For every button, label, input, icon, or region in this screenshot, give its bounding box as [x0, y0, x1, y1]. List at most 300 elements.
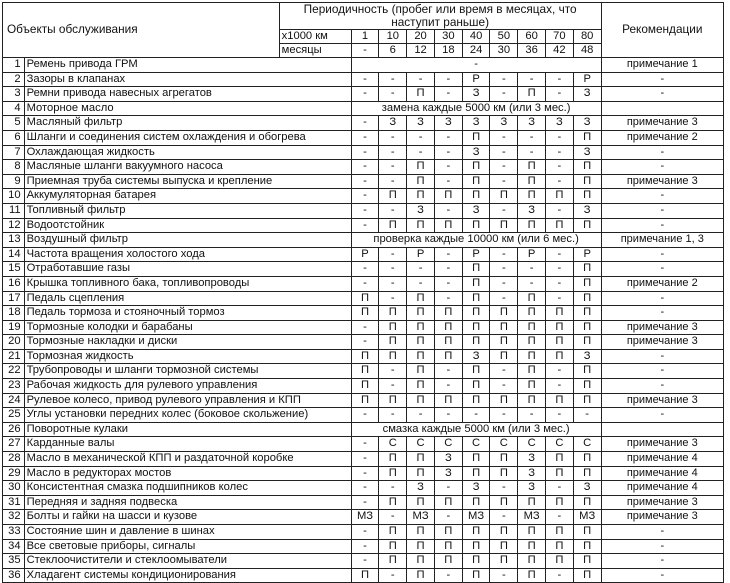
service-item-name: Охлаждающая жидкость	[24, 145, 351, 160]
row-number: 4	[3, 101, 25, 116]
interval-cell: Р	[462, 72, 490, 87]
table-row	[3, 218, 724, 233]
row-number: 35	[3, 554, 25, 569]
interval-cell: -	[379, 291, 407, 306]
recommendation-cell: -	[601, 379, 723, 394]
recommendation-cell	[601, 101, 723, 116]
maintenance-schedule	[2, 2, 724, 583]
km-value-cell: 40	[462, 30, 490, 44]
interval-cell: З	[546, 116, 574, 131]
interval-cell: -	[546, 408, 574, 423]
row-number: 7	[3, 145, 25, 160]
interval-cell: П	[518, 349, 546, 364]
service-item-name: Тормозные колодки и барабаны	[24, 320, 351, 335]
table-row	[3, 291, 724, 306]
km-value-cell: 30	[434, 30, 462, 44]
table-row	[3, 320, 724, 335]
service-item-name: Крышка топливного бака, топливопроводы	[24, 276, 351, 291]
interval-cell: П	[351, 379, 379, 394]
km-value-cell: 80	[573, 30, 601, 44]
interval-cell: -	[546, 87, 574, 102]
interval-cell: -	[546, 276, 574, 291]
km-value-cell: 10	[379, 30, 407, 44]
interval-cell: С	[573, 437, 601, 452]
table-row	[3, 233, 724, 248]
interval-cell: -	[407, 130, 435, 145]
interval-cell: П	[462, 174, 490, 189]
interval-cell: П	[490, 525, 518, 540]
month-value-cell: 24	[462, 44, 490, 58]
interval-cell: -	[351, 130, 379, 145]
interval-cell: -	[434, 262, 462, 277]
month-value-cell: 6	[379, 44, 407, 58]
interval-cell: П	[462, 291, 490, 306]
row-number: 27	[3, 437, 25, 452]
interval-cell: -	[407, 408, 435, 423]
table-row	[3, 276, 724, 291]
interval-cell: З	[462, 203, 490, 218]
interval-cell: МЗ	[462, 510, 490, 525]
service-item-name: Стеклоочистители и стеклоомыватели	[24, 554, 351, 569]
interval-cell: -	[351, 481, 379, 496]
interval-cell: П	[407, 525, 435, 540]
interval-cell: П	[490, 306, 518, 321]
table-row	[3, 437, 724, 452]
service-item-name: Масло в механической КПП и раздаточной коробке	[24, 452, 351, 467]
service-item-name: Передняя и задняя подвеска	[24, 495, 351, 510]
interval-cell: -	[546, 72, 574, 87]
interval-cell: С	[407, 437, 435, 452]
interval-cell: П	[434, 349, 462, 364]
service-item-name: Хладагент системы кондиционирования	[24, 568, 351, 583]
service-item-name: Отработавшие газы	[24, 262, 351, 277]
table-row	[3, 145, 724, 160]
interval-cell: З	[518, 116, 546, 131]
interval-cell: -	[490, 364, 518, 379]
interval-cell: П	[490, 495, 518, 510]
recommendation-cell: -	[601, 364, 723, 379]
table-row	[3, 101, 724, 116]
interval-cell: -	[518, 145, 546, 160]
interval-cell: П	[379, 525, 407, 540]
service-item-name: Водоотстойник	[24, 218, 351, 233]
service-item-name: Консистентная смазка подшипников колес	[24, 481, 351, 496]
row-number: 10	[3, 189, 25, 204]
interval-cell: -	[379, 262, 407, 277]
interval-cell: -	[351, 495, 379, 510]
service-item-name: Моторное масло	[24, 101, 351, 116]
interval-cell: С	[434, 437, 462, 452]
interval-cell: -	[379, 72, 407, 87]
interval-cell: -	[351, 335, 379, 350]
interval-cell: -	[351, 189, 379, 204]
table-row	[3, 568, 724, 583]
month-value-cell: 30	[490, 44, 518, 58]
row-number: 19	[3, 320, 25, 335]
interval-cell: З	[518, 203, 546, 218]
interval-cell: -	[490, 145, 518, 160]
interval-cell: П	[379, 349, 407, 364]
interval-cell: П	[462, 276, 490, 291]
interval-cell: П	[462, 568, 490, 583]
interval-cell: -	[351, 218, 379, 233]
table-row	[3, 262, 724, 277]
table-row	[3, 87, 724, 102]
interval-cell: П	[379, 554, 407, 569]
row-number: 24	[3, 393, 25, 408]
interval-cell: -	[518, 130, 546, 145]
interval-cell: П	[407, 568, 435, 583]
interval-cell: С	[518, 437, 546, 452]
interval-cell: -	[351, 466, 379, 481]
interval-cell: -	[490, 276, 518, 291]
interval-cell: П	[434, 525, 462, 540]
recommendation-cell: примечание 4	[601, 481, 723, 496]
interval-cell: П	[407, 554, 435, 569]
recommendation-cell: -	[601, 203, 723, 218]
interval-cell: -	[490, 174, 518, 189]
interval-cell: П	[546, 452, 574, 467]
row-number: 3	[3, 87, 25, 102]
interval-cell: П	[573, 130, 601, 145]
interval-span-text: -	[351, 58, 601, 73]
interval-cell: Р	[518, 247, 546, 262]
interval-cell: П	[462, 525, 490, 540]
interval-cell: -	[379, 160, 407, 175]
interval-cell: З	[407, 481, 435, 496]
interval-cell: -	[546, 262, 574, 277]
interval-cell: П	[573, 364, 601, 379]
service-item-name: Масло в редукторах мостов	[24, 466, 351, 481]
table-row	[3, 130, 724, 145]
service-item-name: Шланги и соединения систем охлаждения и обогрева	[24, 130, 351, 145]
interval-cell: -	[351, 174, 379, 189]
interval-span-text: проверка каждые 10000 км (или 6 мес.)	[351, 233, 601, 248]
interval-cell: -	[434, 203, 462, 218]
interval-cell: П	[518, 364, 546, 379]
interval-cell: П	[462, 554, 490, 569]
interval-cell: П	[434, 218, 462, 233]
month-value-cell: 36	[518, 44, 546, 58]
interval-cell: П	[379, 218, 407, 233]
interval-cell: П	[573, 452, 601, 467]
table-row	[3, 510, 724, 525]
interval-cell: П	[518, 393, 546, 408]
interval-cell: -	[351, 72, 379, 87]
interval-cell: П	[573, 568, 601, 583]
interval-cell: П	[351, 291, 379, 306]
table-row	[3, 422, 724, 437]
interval-cell: -	[351, 320, 379, 335]
service-item-name: Карданные валы	[24, 437, 351, 452]
recommendation-cell: примечание 4	[601, 466, 723, 481]
interval-cell: П	[546, 306, 574, 321]
row-number: 20	[3, 335, 25, 350]
interval-cell: П	[351, 568, 379, 583]
row-number: 26	[3, 422, 25, 437]
interval-cell: П	[434, 554, 462, 569]
interval-cell: -	[379, 87, 407, 102]
interval-cell: -	[434, 130, 462, 145]
table-row	[3, 247, 724, 262]
interval-cell: П	[518, 189, 546, 204]
interval-cell: П	[573, 554, 601, 569]
interval-cell: П	[490, 189, 518, 204]
interval-cell: П	[546, 189, 574, 204]
table-row	[3, 203, 724, 218]
interval-span-text: смазка каждые 5000 км (или 3 мес.)	[351, 422, 601, 437]
interval-cell: -	[546, 145, 574, 160]
interval-cell: -	[407, 72, 435, 87]
service-item-name: Состояние шин и давление в шинах	[24, 525, 351, 540]
interval-cell: П	[462, 320, 490, 335]
interval-cell: З	[518, 452, 546, 467]
interval-cell: П	[462, 130, 490, 145]
interval-cell: С	[462, 437, 490, 452]
recommendation-cell: -	[601, 554, 723, 569]
service-item-name: Ремень привода ГРМ	[24, 58, 351, 73]
interval-cell: -	[434, 276, 462, 291]
interval-cell: -	[490, 130, 518, 145]
service-item-name: Рулевое колесо, привод рулевого управления и КПП	[24, 393, 351, 408]
interval-cell: П	[434, 189, 462, 204]
interval-cell: П	[407, 306, 435, 321]
interval-cell: Р	[573, 247, 601, 262]
table-row	[3, 72, 724, 87]
interval-cell: П	[546, 554, 574, 569]
table-row	[3, 554, 724, 569]
interval-cell: П	[518, 495, 546, 510]
row-number: 15	[3, 262, 25, 277]
interval-cell: -	[546, 130, 574, 145]
row-number: 36	[3, 568, 25, 583]
interval-cell: -	[434, 160, 462, 175]
table-row	[3, 174, 724, 189]
interval-cell: П	[434, 539, 462, 554]
service-item-name: Педаль тормоза и стояночный тормоз	[24, 306, 351, 321]
interval-cell: З	[573, 349, 601, 364]
interval-cell: П	[407, 495, 435, 510]
interval-cell: -	[434, 247, 462, 262]
interval-cell: П	[490, 335, 518, 350]
interval-cell: П	[518, 87, 546, 102]
interval-cell: П	[379, 393, 407, 408]
interval-cell: З	[573, 203, 601, 218]
interval-cell: -	[490, 203, 518, 218]
interval-cell: -	[379, 481, 407, 496]
interval-cell: -	[490, 568, 518, 583]
table-row	[3, 306, 724, 321]
interval-cell: П	[434, 393, 462, 408]
interval-cell: С	[379, 437, 407, 452]
km-value-cell: 1	[351, 30, 379, 44]
interval-cell: П	[573, 495, 601, 510]
row-number: 25	[3, 408, 25, 423]
interval-cell: П	[462, 379, 490, 394]
interval-cell: П	[546, 539, 574, 554]
interval-cell: П	[573, 466, 601, 481]
interval-cell: З	[573, 145, 601, 160]
interval-cell: П	[379, 335, 407, 350]
interval-cell: -	[351, 408, 379, 423]
interval-cell: З	[462, 87, 490, 102]
service-item-name: Частота вращения холостого хода	[24, 247, 351, 262]
interval-cell: -	[490, 160, 518, 175]
interval-cell: -	[351, 452, 379, 467]
recommendation-cell: примечание 3	[601, 393, 723, 408]
row-number: 30	[3, 481, 25, 496]
service-item-name: Масляные шланги вакуумного насоса	[24, 160, 351, 175]
recommendation-cell: -	[601, 291, 723, 306]
recommendation-cell: -	[601, 145, 723, 160]
interval-cell: Р	[462, 247, 490, 262]
service-item-name: Воздушный фильтр	[24, 233, 351, 248]
table-row	[3, 160, 724, 175]
interval-cell: -	[490, 262, 518, 277]
row-number: 1	[3, 58, 25, 73]
recommendation-cell: примечание 3	[601, 510, 723, 525]
interval-cell: П	[518, 320, 546, 335]
service-item-name: Все световые приборы, сигналы	[24, 539, 351, 554]
month-value-cell: 12	[407, 44, 435, 58]
interval-cell: -	[351, 525, 379, 540]
interval-cell: П	[462, 364, 490, 379]
interval-cell: П	[462, 452, 490, 467]
row-number: 33	[3, 525, 25, 540]
interval-cell: -	[434, 291, 462, 306]
service-item-name: Углы установки передних колес (боковое скольжение)	[24, 408, 351, 423]
interval-cell: П	[434, 495, 462, 510]
interval-cell: -	[518, 276, 546, 291]
service-item-name: Тормозная жидкость	[24, 349, 351, 364]
interval-cell: П	[490, 452, 518, 467]
recommendation-cell: -	[601, 189, 723, 204]
km-value-cell: 50	[490, 30, 518, 44]
interval-cell: П	[573, 525, 601, 540]
interval-cell: П	[573, 320, 601, 335]
interval-cell: П	[351, 364, 379, 379]
interval-cell: З	[490, 116, 518, 131]
interval-cell: -	[434, 510, 462, 525]
recommendation-cell: -	[601, 218, 723, 233]
interval-cell: П	[490, 393, 518, 408]
service-item-name: Ремни привода навесных агрегатов	[24, 87, 351, 102]
service-item-name: Педаль сцепления	[24, 291, 351, 306]
row-number: 6	[3, 130, 25, 145]
interval-cell: П	[490, 539, 518, 554]
row-number: 31	[3, 495, 25, 510]
interval-cell: -	[490, 408, 518, 423]
interval-cell: П	[518, 174, 546, 189]
interval-cell: -	[351, 116, 379, 131]
interval-cell: -	[434, 379, 462, 394]
interval-span-text: замена каждые 5000 км (или 3 мес.)	[351, 101, 601, 116]
row-number: 12	[3, 218, 25, 233]
interval-cell: П	[573, 262, 601, 277]
km-value-cell: 60	[518, 30, 546, 44]
interval-cell: П	[462, 306, 490, 321]
interval-cell: П	[518, 160, 546, 175]
interval-cell: П	[379, 466, 407, 481]
recommendation-cell: примечание 3	[601, 437, 723, 452]
interval-cell: П	[546, 349, 574, 364]
interval-cell: П	[407, 452, 435, 467]
interval-cell: З	[379, 116, 407, 131]
recommendation-cell: -	[601, 306, 723, 321]
row-number: 2	[3, 72, 25, 87]
interval-cell: -	[518, 408, 546, 423]
recommendation-cell: примечание 4	[601, 452, 723, 467]
interval-cell: П	[546, 320, 574, 335]
interval-cell: П	[379, 495, 407, 510]
recommendations-header: Рекомендации	[601, 3, 723, 58]
table-header	[3, 3, 724, 58]
km-value-cell: 20	[407, 30, 435, 44]
recommendation-cell: -	[601, 247, 723, 262]
row-number: 14	[3, 247, 25, 262]
interval-cell: П	[379, 306, 407, 321]
interval-cell: -	[379, 145, 407, 160]
table-row	[3, 525, 724, 540]
interval-cell: -	[546, 174, 574, 189]
months-label: месяцы	[279, 44, 351, 58]
interval-cell: З	[462, 116, 490, 131]
interval-cell: П	[518, 568, 546, 583]
interval-cell: П	[546, 466, 574, 481]
interval-cell: З	[518, 481, 546, 496]
service-item-name: Аккумуляторная батарея	[24, 189, 351, 204]
row-number: 28	[3, 452, 25, 467]
interval-cell: -	[434, 174, 462, 189]
table-row	[3, 379, 724, 394]
interval-cell: П	[518, 218, 546, 233]
interval-cell: -	[490, 379, 518, 394]
recommendation-cell: примечание 3	[601, 495, 723, 510]
interval-cell: -	[546, 510, 574, 525]
interval-cell: -	[434, 568, 462, 583]
interval-cell: -	[434, 145, 462, 160]
interval-cell: П	[573, 379, 601, 394]
recommendation-cell: -	[601, 568, 723, 583]
interval-cell: З	[462, 481, 490, 496]
interval-cell: -	[546, 247, 574, 262]
service-item-name: Масляный фильтр	[24, 116, 351, 131]
interval-cell: -	[546, 364, 574, 379]
interval-cell: П	[546, 218, 574, 233]
interval-cell: -	[546, 291, 574, 306]
interval-cell: П	[434, 306, 462, 321]
interval-cell: П	[407, 320, 435, 335]
table-row	[3, 481, 724, 496]
interval-cell: П	[462, 189, 490, 204]
interval-cell: -	[490, 481, 518, 496]
interval-cell: П	[546, 393, 574, 408]
interval-cell: П	[573, 189, 601, 204]
month-value-cell: 42	[546, 44, 574, 58]
row-number: 18	[3, 306, 25, 321]
interval-cell: П	[351, 349, 379, 364]
service-item-name: Поворотные кулаки	[24, 422, 351, 437]
interval-cell: П	[407, 364, 435, 379]
table-body	[3, 58, 724, 583]
table-row	[3, 335, 724, 350]
table-row	[3, 408, 724, 423]
row-number: 17	[3, 291, 25, 306]
interval-cell: П	[490, 466, 518, 481]
table-row	[3, 452, 724, 467]
interval-cell: -	[379, 568, 407, 583]
interval-cell: П	[462, 495, 490, 510]
